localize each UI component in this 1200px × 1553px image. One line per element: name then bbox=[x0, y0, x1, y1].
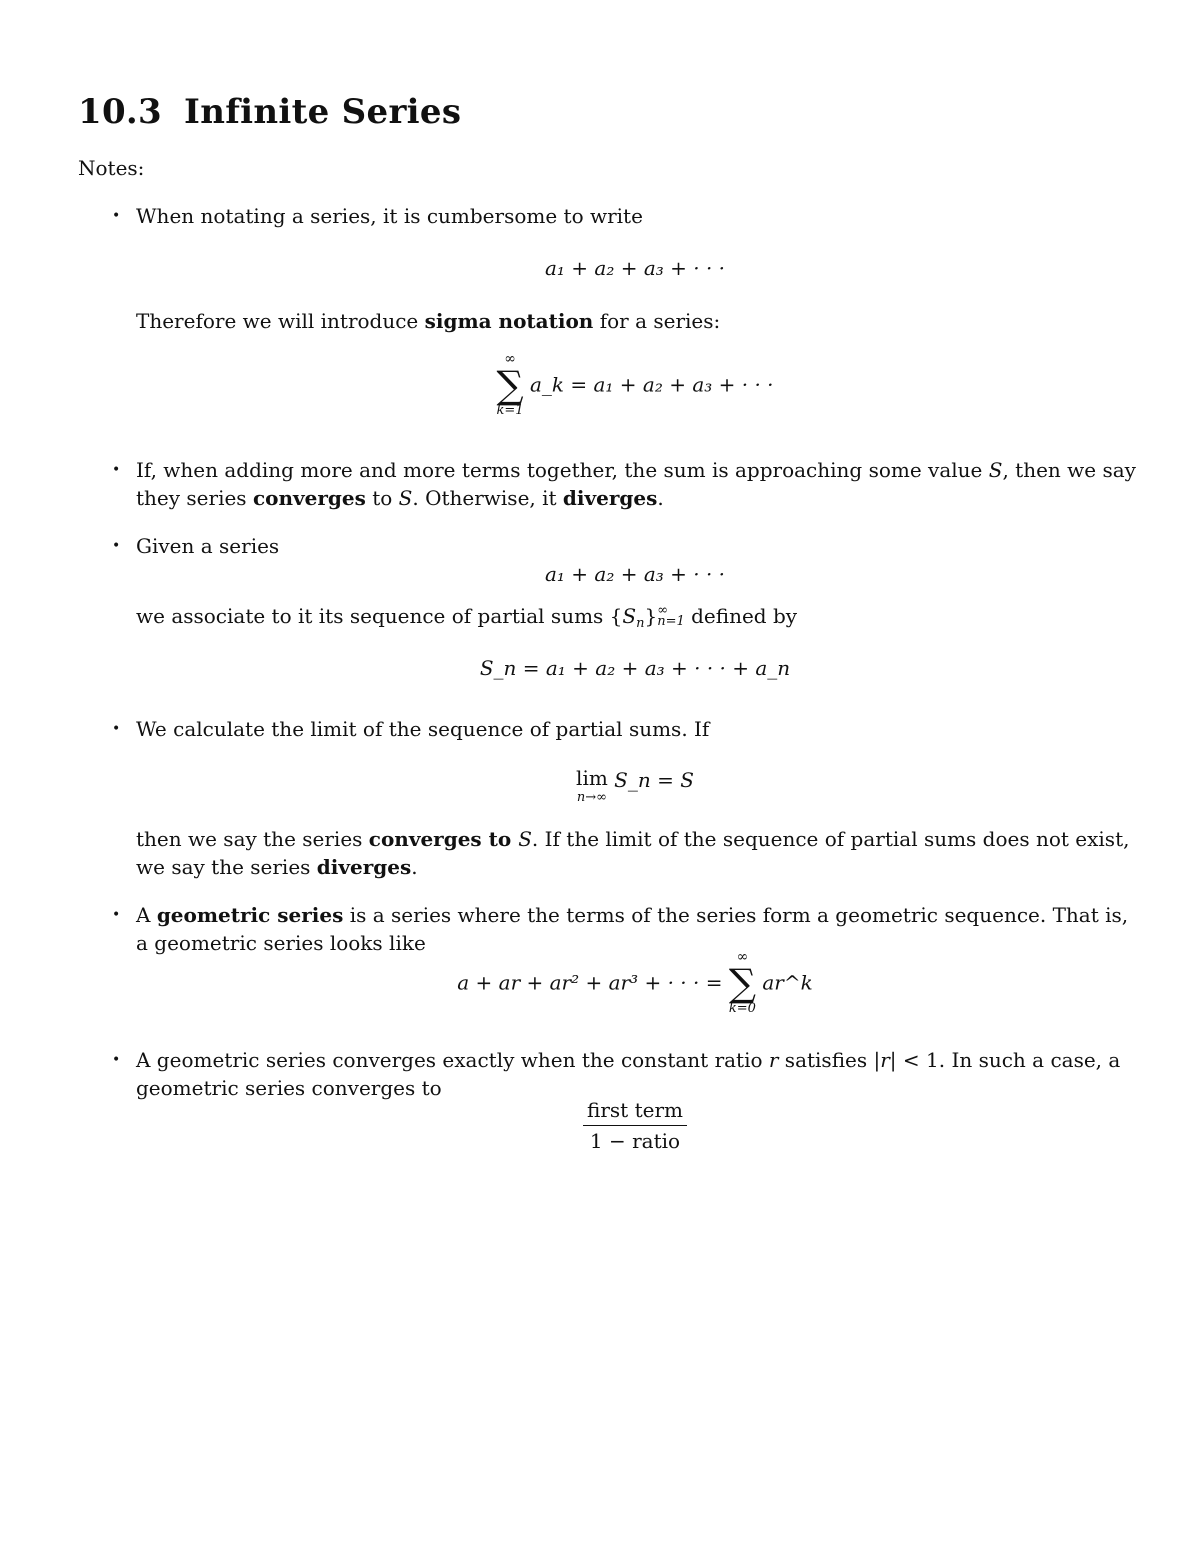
list-item-geometric-convergence: A geometric series converges exactly when the constant ratio r satisfies |r| < 1. In such a case, a geometric series converges to bbox=[136, 1048, 1121, 1100]
equation-limit: lim n→∞ S_n = S bbox=[576, 766, 694, 805]
bullet-icon: • bbox=[112, 462, 121, 478]
term-diverges: diverges bbox=[316, 855, 412, 879]
equation-geometric-series: a + ar + ar² + ar³ + · · · = ∞ ∑ k=0 ar^k bbox=[457, 949, 813, 1016]
fraction bbox=[583, 1098, 687, 1153]
term-converges-to: converges to bbox=[368, 827, 519, 851]
section-heading bbox=[78, 92, 461, 132]
term-geometric-series: geometric series bbox=[156, 903, 344, 927]
list-item-limit: We calculate the limit of the sequence of partial sums. If bbox=[136, 717, 710, 741]
list-item-sigma-notation bbox=[136, 202, 1136, 230]
term-converges: converges bbox=[252, 486, 366, 510]
equation-partial-sum: S_n = a₁ + a₂ + a₃ + · · · + a_n bbox=[479, 656, 791, 680]
equation-series-sum: a₁ + a₂ + a₃ + · · · bbox=[544, 256, 726, 280]
list-item-geometric-series: A geometric series is a series where the terms of the series form a geometric sequence. That is, a geometric series looks like bbox=[136, 903, 1129, 955]
fraction-denominator: 1 − ratio bbox=[589, 1129, 681, 1153]
equation-geometric-sum bbox=[0, 1098, 1200, 1153]
equation-sigma-definition: ∞ ∑ k=1 a_k = a₁ + a₂ + a₃ + · · · bbox=[496, 351, 774, 418]
list-item-partial-sums: Given a series bbox=[136, 534, 280, 558]
limit-operator: lim n→∞ bbox=[576, 766, 608, 805]
item-text: When notating a series, it is cumbersome to write bbox=[136, 204, 643, 228]
bullet-icon: • bbox=[112, 907, 121, 923]
section-number: 10.3 bbox=[78, 92, 163, 132]
sigma-operator: ∞ ∑ k=1 bbox=[496, 351, 524, 418]
item-text-partial-sums: we associate to it its sequence of partial sums $\{S_n\}$ ∞ n=1 defined by bbox=[136, 603, 798, 631]
bullet-icon: • bbox=[112, 208, 121, 224]
term-sigma-notation: sigma notation bbox=[424, 309, 594, 333]
fraction-numerator: first term bbox=[583, 1098, 687, 1126]
sigma-operator: ∞ ∑ k=0 bbox=[728, 949, 756, 1016]
section-title: Infinite Series bbox=[184, 92, 462, 132]
term-diverges: diverges bbox=[562, 486, 658, 510]
item-text-sigma-intro: Therefore we will introduce sigma notation for a series: bbox=[136, 309, 721, 333]
list-item-convergence: If, when adding more and more terms together, the sum is approaching some value S, then we say they series converges to S. Otherwise, it diverges. bbox=[136, 458, 1136, 510]
item-text-limit-result: then we say the series converges to S. If the limit of the sequence of partial sums does not exist, we say the series diverges. bbox=[136, 827, 1130, 879]
bullet-icon: • bbox=[112, 538, 121, 554]
bullet-icon: • bbox=[112, 721, 121, 737]
equation-series-sum: a₁ + a₂ + a₃ + · · · bbox=[544, 562, 726, 586]
bullet-icon: • bbox=[112, 1052, 121, 1068]
notes-label: Notes: bbox=[78, 156, 145, 180]
